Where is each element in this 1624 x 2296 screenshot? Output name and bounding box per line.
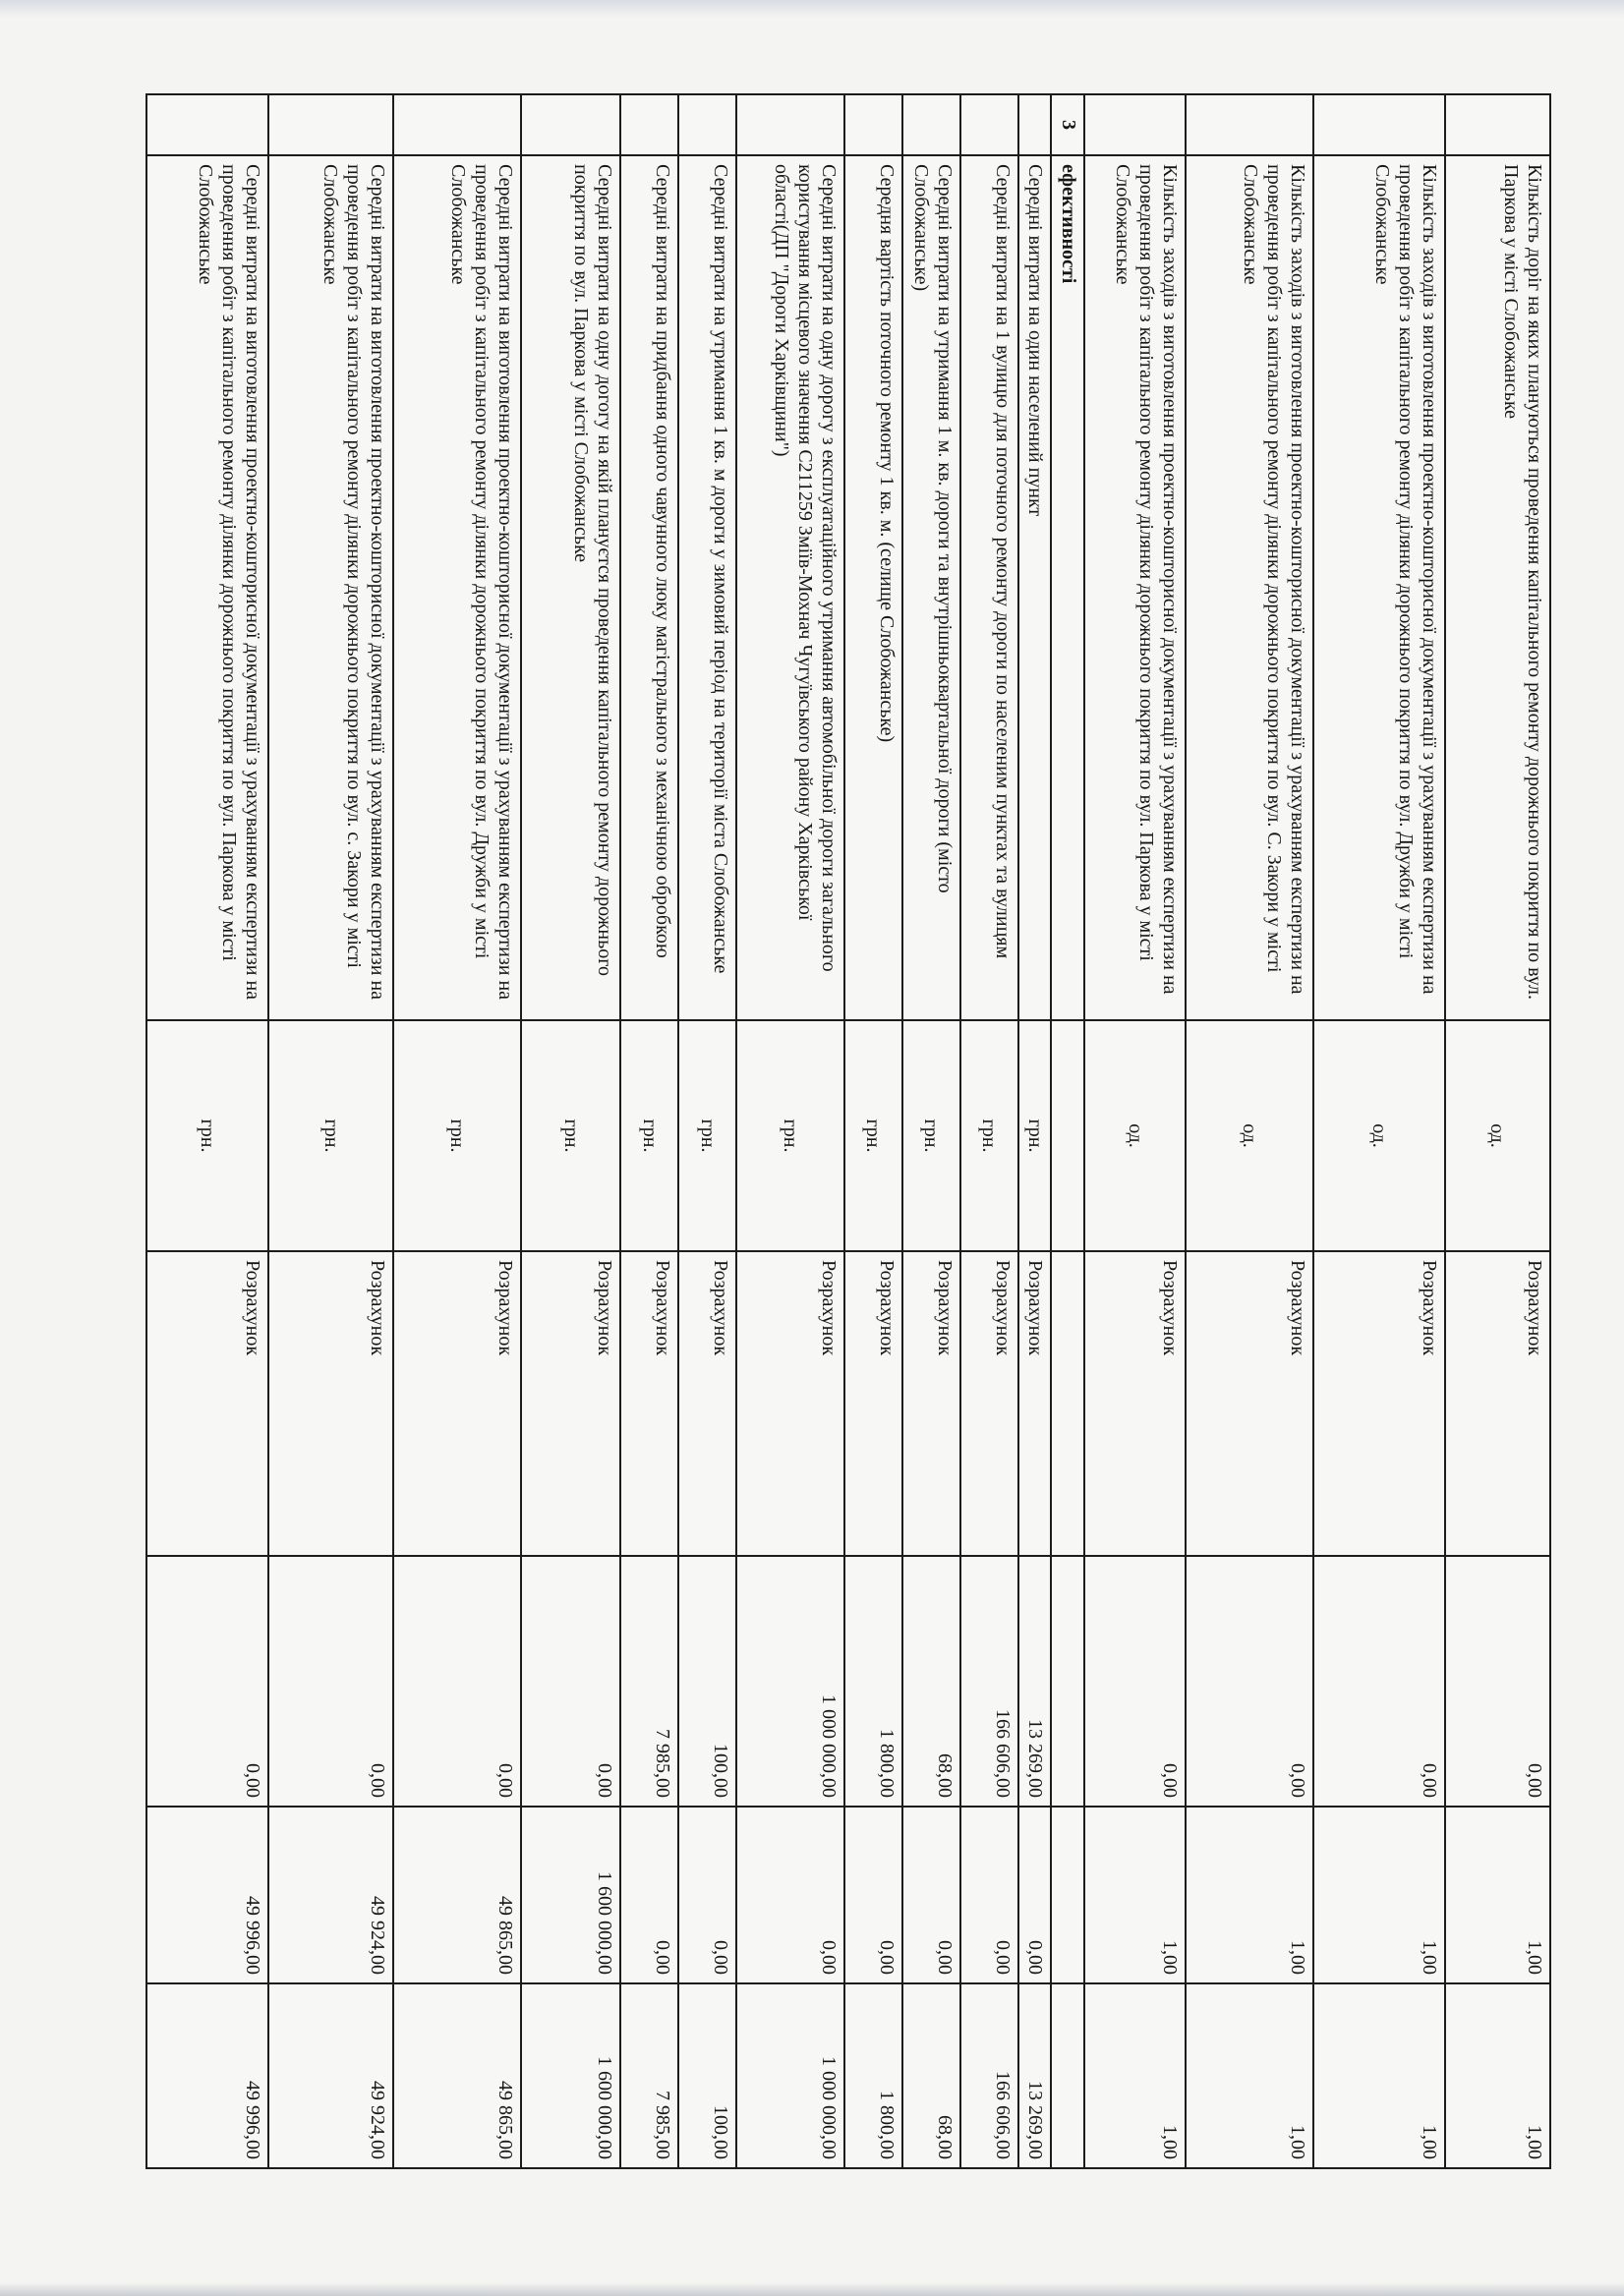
unit-cell: грн.	[146, 1020, 268, 1251]
indicator-name: Середні витрати на придбання одного чавунного люку магістрального з механічною обробкою	[620, 155, 678, 1020]
value-cell: 0,00	[678, 1807, 736, 1983]
indicator-name: Середні витрати на один населений пункт	[1018, 155, 1052, 1020]
value-cell: 49 996,00	[146, 1807, 268, 1983]
source-cell: Розрахунок	[1018, 1251, 1052, 1556]
table-row	[620, 94, 678, 2168]
value-cell: 1 000 000,00	[736, 1983, 844, 2168]
value-cell: 0,00	[1445, 1556, 1550, 1807]
row-number	[1445, 94, 1550, 155]
indicator-name: Середні витрати на одну дорогу з експлуатаційного утримання автомобільної дороги загального користування місцевого значення С211259 Зміїв-Мохнач Чугуївського району Харківської області(ДП "Дороги Харківщини")	[736, 155, 844, 1020]
value-cell: 166 606,00	[960, 1556, 1018, 1807]
value-cell: 49 865,00	[393, 1807, 522, 1983]
empty-cell	[1051, 1556, 1084, 1807]
value-cell: 0,00	[620, 1807, 678, 1983]
indicator-name: Середні витрати на утримання 1 кв. м дороги у зимовий період на території міста Слобожанське	[678, 155, 736, 1020]
source-cell: Розрахунок	[620, 1251, 678, 1556]
unit-cell: грн.	[902, 1020, 960, 1251]
row-number	[620, 94, 678, 155]
value-cell: 166 606,00	[960, 1983, 1018, 2168]
empty-cell	[1051, 1251, 1084, 1556]
unit-cell: од.	[1186, 1020, 1313, 1251]
value-cell: 1 800,00	[844, 1983, 902, 2168]
value-cell: 13 269,00	[1018, 1556, 1052, 1807]
unit-cell: грн.	[393, 1020, 522, 1251]
empty-cell	[1051, 1983, 1084, 2168]
value-cell: 100,00	[678, 1983, 736, 2168]
value-cell: 13 269,00	[1018, 1983, 1052, 2168]
unit-cell: грн.	[960, 1020, 1018, 1251]
table-row	[1445, 94, 1550, 2168]
value-cell: 0,00	[960, 1807, 1018, 1983]
value-cell: 0,00	[393, 1556, 522, 1807]
value-cell: 68,00	[902, 1556, 960, 1807]
row-number	[736, 94, 844, 155]
value-cell: 0,00	[902, 1807, 960, 1983]
unit-cell: грн.	[736, 1020, 844, 1251]
table-row	[960, 94, 1018, 2168]
empty-cell	[1051, 1020, 1084, 1251]
source-cell: Розрахунок	[1084, 1251, 1186, 1556]
value-cell: 1 800,00	[844, 1556, 902, 1807]
source-cell: Розрахунок	[960, 1251, 1018, 1556]
source-cell: Розрахунок	[393, 1251, 522, 1556]
unit-cell: грн.	[268, 1020, 392, 1251]
value-cell: 0,00	[1084, 1556, 1186, 1807]
unit-cell: грн.	[1018, 1020, 1052, 1251]
value-cell: 68,00	[902, 1983, 960, 2168]
indicator-name: Середні витрати на виготовлення проектно-кошторисної документації з урахуванням експертизи на проведення робіт з капітального ремонту ділянки дорожнього покриття по вул. Дружби у місті Слобожанське	[393, 155, 522, 1020]
value-cell: 49 924,00	[268, 1983, 392, 2168]
section-header-row	[1051, 94, 1084, 2168]
scan-edge-bottom	[0, 2282, 1624, 2296]
value-cell: 0,00	[844, 1807, 902, 1983]
value-cell: 49 996,00	[146, 1983, 268, 2168]
table-row	[736, 94, 844, 2168]
value-cell: 0,00	[1313, 1556, 1445, 1807]
value-cell: 1,00	[1313, 1983, 1445, 2168]
unit-cell: грн.	[844, 1020, 902, 1251]
indicator-name: Кількість заходів з виготовлення проектно-кошторисної документації з урахуванням експертизи на проведення робіт з капітального ремонту ділянки дорожнього покриття по вул. Паркова у місті Слобожанське	[1084, 155, 1186, 1020]
unit-cell: од.	[1313, 1020, 1445, 1251]
source-cell: Розрахунок	[268, 1251, 392, 1556]
value-cell: 1,00	[1445, 1983, 1550, 2168]
indicator-name: Середня вартість поточного ремонту 1 кв. м. (селище Слобожанське)	[844, 155, 902, 1020]
unit-cell: грн.	[620, 1020, 678, 1251]
table-row	[902, 94, 960, 2168]
unit-cell: грн.	[521, 1020, 620, 1251]
row-number	[902, 94, 960, 155]
row-number	[1186, 94, 1313, 155]
section-title: ефективності	[1051, 155, 1084, 1020]
source-cell: Розрахунок	[1445, 1251, 1550, 1556]
source-cell: Розрахунок	[1186, 1251, 1313, 1556]
unit-cell: од.	[1445, 1020, 1550, 1251]
value-cell: 1,00	[1186, 1807, 1313, 1983]
indicators-table	[145, 93, 1551, 2169]
value-cell: 1,00	[1445, 1807, 1550, 1983]
value-cell: 0,00	[1018, 1807, 1052, 1983]
source-cell: Розрахунок	[736, 1251, 844, 1556]
indicator-name: Кількість доріг на яких плануються проведення капітального ремонту дорожнього покриття по вул. Паркова у місті Слобожанське	[1445, 155, 1550, 1020]
value-cell: 1,00	[1084, 1983, 1186, 2168]
value-cell: 0,00	[1186, 1556, 1313, 1807]
table-row	[844, 94, 902, 2168]
value-cell: 0,00	[146, 1556, 268, 1807]
scan-edge-top	[0, 0, 1624, 18]
indicator-name: Кількість заходів з виготовлення проектно-кошторисної документації з урахуванням експертизи на проведення робіт з капітального ремонту ділянки дорожнього покриття по вул. С. Закори у місті Слобожанське	[1186, 155, 1313, 1020]
value-cell: 7 985,00	[620, 1983, 678, 2168]
source-cell: Розрахунок	[1313, 1251, 1445, 1556]
value-cell: 49 865,00	[393, 1983, 522, 2168]
table-row	[1313, 94, 1445, 2168]
value-cell: 0,00	[268, 1556, 392, 1807]
value-cell: 1 000 000,00	[736, 1556, 844, 1807]
indicator-name: Середні витрати на 1 вулицю для поточного ремонту дороги по населеним пунктах та вулицям	[960, 155, 1018, 1020]
value-cell: 1 600 000,00	[521, 1983, 620, 2168]
indicator-name: Середні витрати на одну догогу на якій плануєтся проведення капітального ремонту дорожнього покриття по вул. Паркова у місті Слобожанське	[521, 155, 620, 1020]
value-cell: 1,00	[1186, 1983, 1313, 2168]
table-row	[1018, 94, 1052, 2168]
row-number	[1018, 94, 1052, 155]
value-cell: 100,00	[678, 1556, 736, 1807]
unit-cell: грн.	[678, 1020, 736, 1251]
table-row	[1186, 94, 1313, 2168]
section-number: 3	[1051, 94, 1084, 155]
indicator-name: Середні витрати на утримання 1 м. кв. дороги та внутрішньоквартальної дороги (місто Слобожанське)	[902, 155, 960, 1020]
table-row	[678, 94, 736, 2168]
table-row	[521, 94, 620, 2168]
table-row	[393, 94, 522, 2168]
value-cell: 1 600 000,00	[521, 1807, 620, 1983]
indicator-name: Середні витрати на виготовлення проектно-кошторисної документації з урахуванням експертизи на проведення робіт з капітального ремонту ділянки дорожнього покриття по вул. с. Закори у місті Слобожанське	[268, 155, 392, 1020]
indicator-name: Кількість заходів з виготовлення проектно-кошторисної документації з урахуванням експертизи на проведення робіт з капітального ремонту ділянки дорожнього покриття по вул. Дружби у місті Слобожанське	[1313, 155, 1445, 1020]
value-cell: 49 924,00	[268, 1807, 392, 1983]
row-number	[393, 94, 522, 155]
row-number	[960, 94, 1018, 155]
table-row	[268, 94, 392, 2168]
value-cell: 7 985,00	[620, 1556, 678, 1807]
row-number	[268, 94, 392, 155]
source-cell: Розрахунок	[844, 1251, 902, 1556]
value-cell: 1,00	[1084, 1807, 1186, 1983]
table-row	[1084, 94, 1186, 2168]
row-number	[678, 94, 736, 155]
value-cell: 0,00	[736, 1807, 844, 1983]
row-number	[1084, 94, 1186, 155]
rotated-table-container	[145, 93, 1551, 2167]
unit-cell: од.	[1084, 1020, 1186, 1251]
empty-cell	[1051, 1807, 1084, 1983]
row-number	[844, 94, 902, 155]
source-cell: Розрахунок	[902, 1251, 960, 1556]
value-cell: 1,00	[1313, 1807, 1445, 1983]
row-number	[146, 94, 268, 155]
indicator-name: Середні витрати на виготовлення проектно-кошторисної документації з урахуванням експертизи на проведення робіт з капітального ремонту ділянки дорожнього покриття по вул. Паркова у місті Слобожанське	[146, 155, 268, 1020]
source-cell: Розрахунок	[146, 1251, 268, 1556]
value-cell: 0,00	[521, 1556, 620, 1807]
source-cell: Розрахунок	[521, 1251, 620, 1556]
row-number	[1313, 94, 1445, 155]
table-row	[146, 94, 268, 2168]
row-number	[521, 94, 620, 155]
source-cell: Розрахунок	[678, 1251, 736, 1556]
